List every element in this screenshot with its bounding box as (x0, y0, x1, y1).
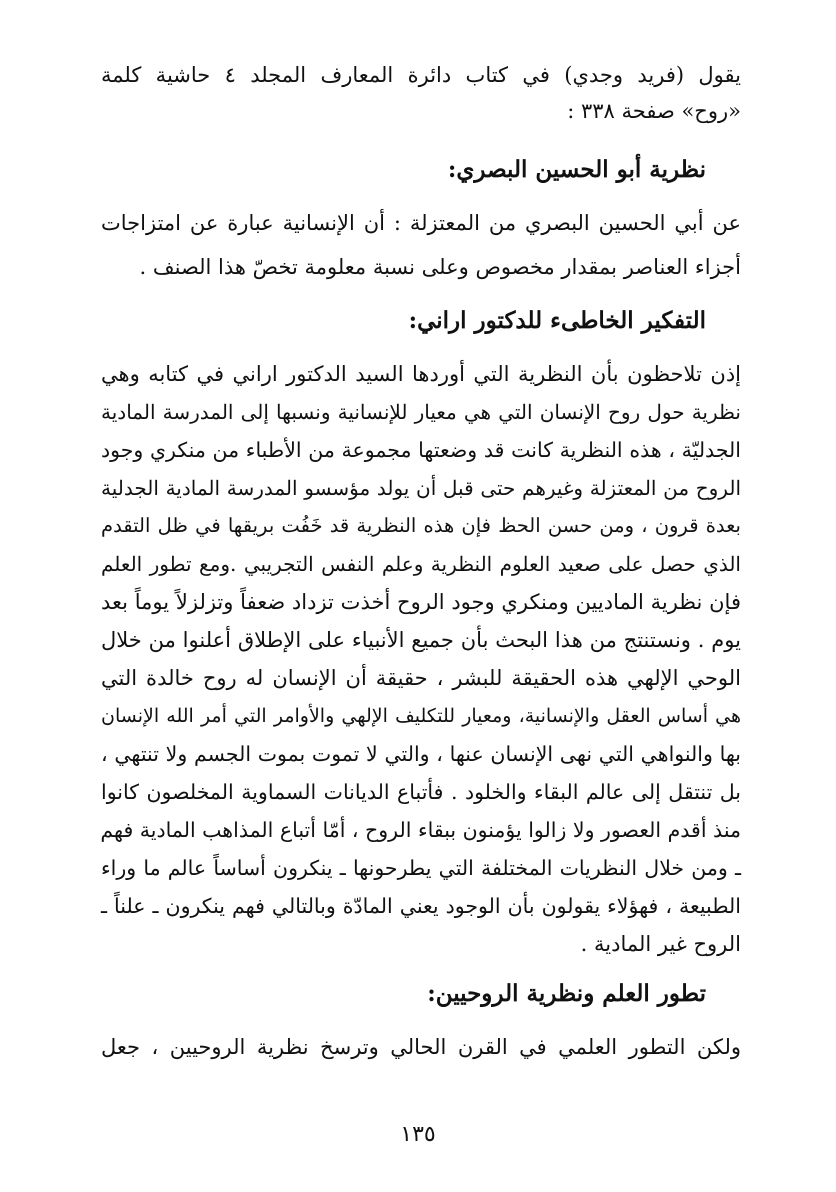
basri-line-1: عن أبي الحسين البصري من المعتزلة : أن الإنسانية عبارة عن امتزاجات (101, 211, 741, 235)
section-heading-science: تطور العلم ونظرية الروحيين: (427, 980, 706, 1007)
arani-line-3: الجدليّة ، هذه النظرية كانت قد وضعتها مجموعة من الأطباء من منكري وجود (101, 438, 741, 462)
arani-line-14: ـ ومن خلال النظريات المختلفة التي يطرحونها ـ ينكرون أساساً عالم ما وراء (101, 856, 741, 880)
arani-line-4: الروح من المعتزلة وغيرهم حتى قبل أن يولد مؤسسو المدرسة المادية الجدلية (101, 476, 741, 500)
intro-line-2: «روح» صفحة ٣٣٨ : (567, 99, 741, 123)
arani-line-2: نظرية حول روح الإنسان التي هي معيار للإنسانية ونسبها إلى المدرسة المادية (101, 400, 741, 424)
arani-line-12: بل تنتقل إلى عالم البقاء والخلود . فأتباع الديانات السماوية المخلصون كانوا (101, 780, 741, 804)
arani-line-8: يوم . ونستنتج من هذا البحث بأن جميع الأنبياء على الإطلاق أعلنوا من خلال (101, 628, 741, 652)
arani-line-9: الوحي الإلهي هذه الحقيقة للبشر ، حقيقة أن الإنسان له روح خالدة التي (101, 666, 741, 690)
arani-line-16: الروح غير المادية . (580, 932, 741, 956)
arani-line-1: إذن تلاحظون بأن النظرية التي أوردها السيد الدكتور اراني في كتابه وهي (101, 362, 741, 386)
page-number: ١٣٥ (400, 1122, 436, 1147)
science-line-1: ولكن التطور العلمي في القرن الحالي وترسخ نظرية الروحيين ، جعل (101, 1035, 741, 1059)
section-heading-basri: نظرية أبو الحسين البصري: (447, 156, 706, 183)
arani-line-5: بعدة قرون ، ومن حسن الحظ فإن هذه النظرية قد خَفُت بريقها في ظل التقدم (101, 514, 741, 537)
arani-line-15: الطبيعة ، فهؤلاء يقولون بأن الوجود يعني المادّة وبالتالي فهم ينكرون ـ علناً ـ (101, 894, 741, 918)
arani-line-10: هي أساس العقل والإنسانية، ومعيار للتكليف الإلهي والأوامر التي أمر الله الإنسان (101, 705, 741, 727)
basri-line-2: أجزاء العناصر بمقدار مخصوص وعلى نسبة معلومة تخصّ هذا الصنف . (139, 255, 741, 279)
arani-line-13: منذ أقدم العصور ولا زالوا يؤمنون ببقاء الروح ، أمّا أتباع المذاهب المادية فهم (100, 818, 741, 842)
section-heading-arani: التفكير الخاطىء للدكتور اراني: (408, 307, 706, 334)
intro-line-1: يقول (فريد وجدي) في كتاب دائرة المعارف المجلد ٤ حاشية كلمة (101, 63, 741, 87)
arani-line-6: الذي حصل على صعيد العلوم النظرية وعلم النفس التجريبي .ومع تطور العلم (101, 552, 741, 576)
arani-line-7: فإن نظرية الماديين ومنكري وجود الروح أخذت تزداد ضعفاً وتزلزلاً يوماً بعد (101, 590, 741, 614)
arani-line-11: بها والنواهي التي نهى الإنسان عنها ، والتي لا تموت بموت الجسم ولا تنتهي ، (101, 742, 741, 766)
